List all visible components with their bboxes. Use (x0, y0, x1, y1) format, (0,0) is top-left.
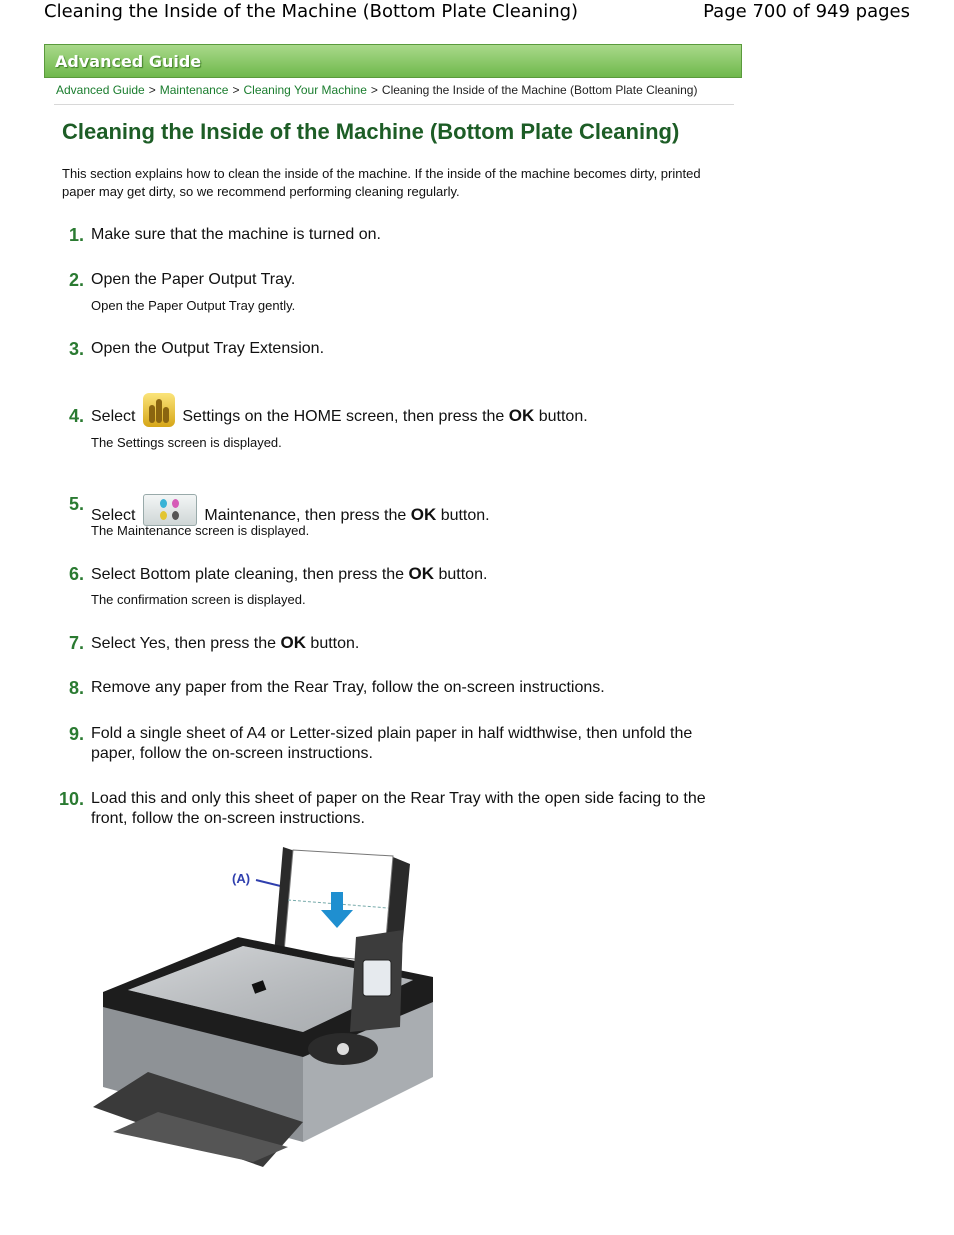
breadcrumb-cleaning-your-machine[interactable]: Cleaning Your Machine (243, 83, 367, 97)
step-text-mid: Select Yes, then press the (91, 635, 277, 652)
intro-paragraph: This section explains how to clean the inside of the machine. If the inside of the machine becomes dirty, printed paper may get dirty, so we recommend performing cleaning regularly. (62, 166, 701, 199)
step-text: Open the Paper Output Tray. (91, 271, 296, 288)
step-text-mid: Settings on the HOME screen, then press the (182, 408, 505, 425)
step-text (91, 633, 731, 654)
ok-button-glyph: OK (280, 633, 306, 652)
page-header (0, 0, 954, 28)
breadcrumb-separator: > (232, 83, 240, 97)
step-text: Load this and only this sheet of paper on the Rear Tray with the open side facing to the front, follow the on-screen instructions. (91, 790, 706, 827)
banner-label: Advanced Guide (55, 52, 202, 71)
advanced-guide-banner (44, 44, 742, 78)
breadcrumb-maintenance[interactable]: Maintenance (159, 83, 229, 97)
ok-button-glyph: OK (508, 406, 535, 425)
step-text-mid: Maintenance, then press the (204, 507, 407, 524)
step-text: Open the Output Tray Extension. (91, 340, 325, 357)
step-text-pre: Select (91, 408, 136, 425)
step-text-post: button. (538, 408, 588, 425)
breadcrumb-current: Cleaning the Inside of the Machine (Bottom Plate Cleaning) (381, 83, 698, 97)
step-number: 8. (68, 678, 84, 698)
step-number: 10. (58, 789, 84, 809)
step-number: 9. (68, 724, 84, 744)
step-text (91, 564, 731, 585)
step-text-post: button. (310, 635, 360, 652)
ok-button-glyph: OK (410, 505, 437, 524)
settings-icon (143, 393, 175, 427)
step-number: 1. (68, 225, 84, 245)
ok-button-glyph: OK (408, 564, 435, 583)
step-text-pre: Select (91, 507, 136, 524)
step-number: 4. (68, 406, 84, 426)
step-text-post: button. (440, 507, 490, 524)
page-title: Cleaning the Inside of the Machine (Bottom Plate Cleaning) (62, 119, 680, 144)
step-text: Fold a single sheet of A4 or Letter-sized plain paper in half widthwise, then unfold the paper, follow the on-screen instructions. (91, 725, 693, 762)
figure-callout-a: (A) (232, 871, 251, 886)
page-count: Page 700 of 949 pages (703, 1, 910, 22)
step-text: Remove any paper from the Rear Tray, follow the on-screen instructions. (91, 679, 605, 696)
step-number: 3. (68, 339, 84, 359)
step-text: Make sure that the machine is turned on. (91, 226, 381, 243)
breadcrumb-advanced-guide[interactable]: Advanced Guide (56, 83, 145, 97)
breadcrumb-divider (54, 104, 734, 105)
step-note: The Settings screen is displayed. (91, 435, 282, 450)
printer-illustration (88, 842, 438, 1172)
step-number: 5. (68, 494, 84, 514)
breadcrumb-separator: > (370, 83, 378, 97)
step-text-post: button. (438, 566, 488, 583)
step-text (91, 406, 731, 427)
step-note: The confirmation screen is displayed. (91, 592, 306, 607)
step-number: 7. (68, 633, 84, 653)
document-title: Cleaning the Inside of the Machine (Bottom Plate Cleaning) (44, 1, 579, 22)
step-number: 6. (68, 564, 84, 584)
breadcrumb (56, 83, 736, 97)
step-text (91, 494, 731, 526)
step-note: The Maintenance screen is displayed. (91, 523, 310, 538)
breadcrumb-separator: > (148, 83, 156, 97)
step-text-mid: Select Bottom plate cleaning, then press the (91, 566, 405, 583)
step-number: 2. (68, 270, 84, 290)
maintenance-icon (143, 494, 197, 526)
step-note: Open the Paper Output Tray gently. (91, 298, 296, 313)
